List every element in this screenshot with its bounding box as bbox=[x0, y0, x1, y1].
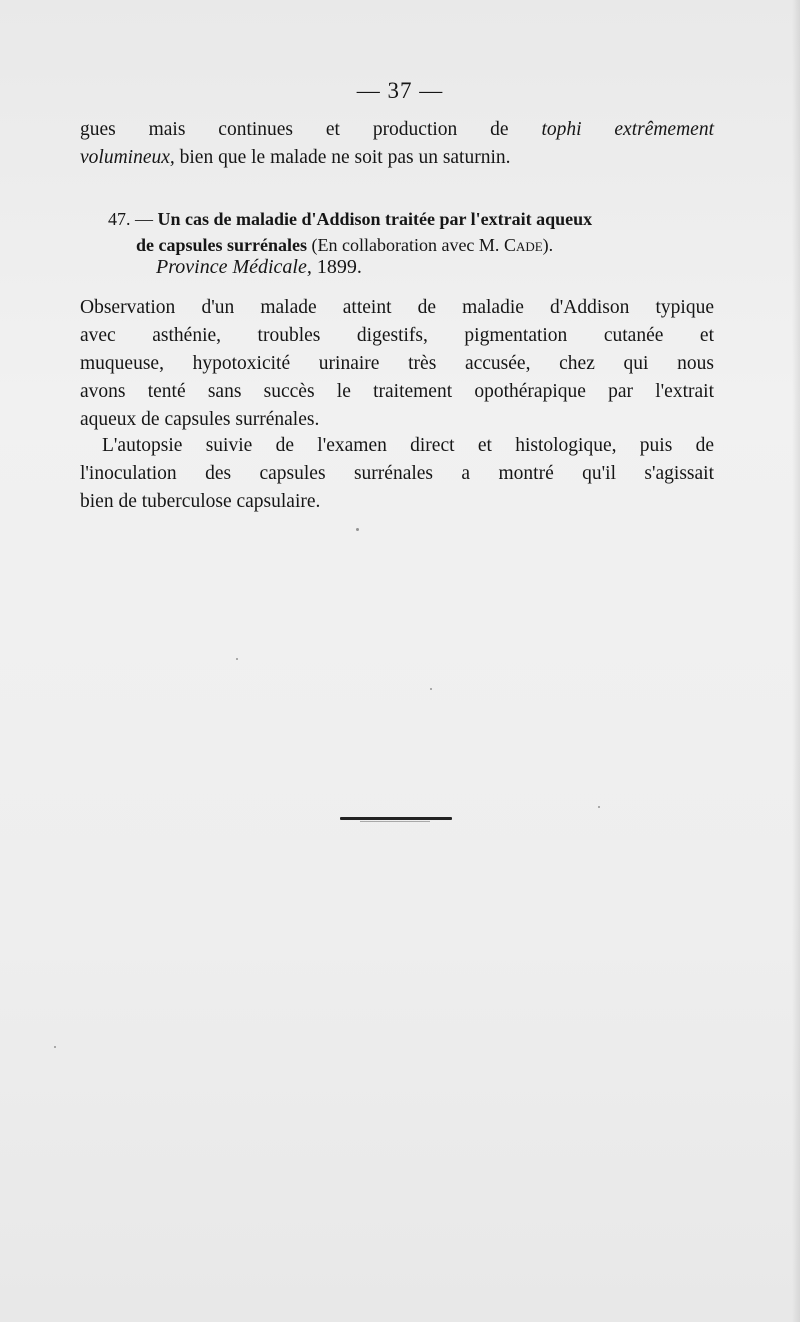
paper-speck bbox=[430, 688, 432, 690]
paper-speck bbox=[236, 658, 238, 660]
paragraph-observation bbox=[80, 294, 714, 434]
paragraph-continuation bbox=[80, 116, 714, 172]
paper-speck bbox=[54, 1046, 56, 1048]
page-number: — 37 — bbox=[356, 78, 444, 103]
journal-name: Province Médicale, bbox=[156, 256, 312, 278]
paragraph-line bbox=[80, 144, 714, 172]
paragraph-line bbox=[80, 116, 714, 144]
paper-speck bbox=[598, 806, 600, 808]
text-run: gues mais continues et production de bbox=[80, 119, 509, 140]
paragraph-line: L'autopsie suivie de l'examen direct et histologique, puis de bbox=[102, 435, 714, 456]
collaborator-name: Cade bbox=[503, 235, 543, 255]
entry-heading bbox=[108, 206, 688, 258]
page-edge-shadow bbox=[792, 0, 800, 1322]
paragraph-line: avec asthénie, troubles digestifs, pigmentation cutanée et bbox=[80, 325, 714, 346]
italic-text: tophi extrêmement bbox=[541, 119, 714, 140]
paragraph-line: l'inoculation des capsules surrénales a montré qu'il s'agissait bbox=[80, 463, 714, 484]
paragraph-line: bien de tuberculose capsulaire. bbox=[80, 491, 321, 512]
paper-speck bbox=[356, 528, 359, 531]
paragraph-line: muqueuse, hypotoxicité urinaire très accusée, chez qui nous bbox=[80, 353, 714, 374]
section-divider bbox=[340, 817, 452, 820]
paragraph-line: Observation d'un malade atteint de maladie d'Addison typique bbox=[80, 297, 714, 318]
text-run: bien que le malade ne soit pas un saturnin. bbox=[179, 147, 511, 168]
paragraph-autopsy bbox=[80, 432, 714, 516]
entry-heading-line bbox=[108, 232, 688, 258]
paragraph-line: avons tenté sans succès le traitement opothérapique par l'extrait bbox=[80, 381, 714, 402]
collaboration-suffix: ). bbox=[542, 235, 554, 255]
collaboration-note: (En collaboration avec M. bbox=[311, 235, 500, 255]
entry-title-continuation: de capsules surrénales bbox=[136, 235, 307, 255]
entry-heading-line bbox=[108, 206, 688, 232]
entry-title: Un cas de maladie d'Addison traitée par l'extrait aqueux bbox=[157, 209, 593, 229]
journal-year: 1899. bbox=[316, 256, 362, 278]
paragraph-line: aqueux de capsules surrénales. bbox=[80, 409, 320, 430]
journal-citation bbox=[156, 256, 362, 279]
italic-text: volumineux, bbox=[80, 147, 175, 168]
entry-number: 47. — bbox=[108, 209, 153, 229]
